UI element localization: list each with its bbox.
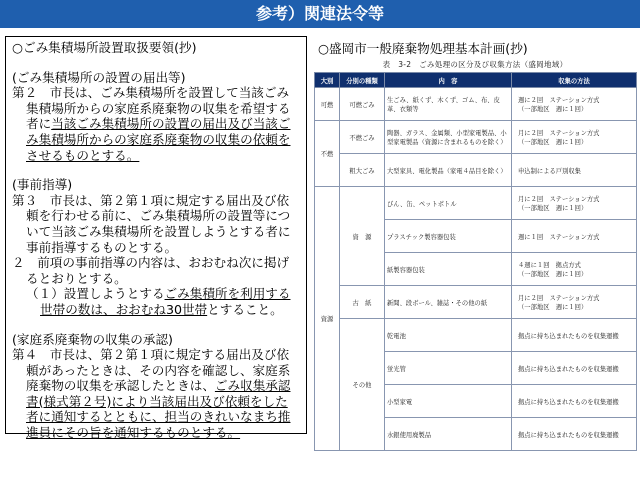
header-category: 大別	[315, 73, 340, 88]
type-cell: 可燃ごみ	[340, 88, 385, 121]
table-row	[315, 154, 637, 187]
method-cell	[512, 88, 637, 121]
item-1-underlined: ごみ集積所を利用する世帯の数は、おおむね30世帯	[40, 286, 291, 317]
method-line: ４週に１回 拠点方式	[518, 262, 581, 269]
content-cell: 乾電池	[385, 319, 512, 352]
method-line: （一部地区 週に１回）	[518, 139, 588, 146]
table-row	[315, 286, 637, 319]
type-cell: 古 紙	[340, 286, 385, 319]
waste-table-image	[314, 58, 636, 438]
method-line: 拠点に持ち込まれたものを収集運搬	[518, 365, 619, 373]
table-header-row	[315, 73, 637, 88]
group-cell: 可燃	[315, 88, 340, 121]
table-caption: 表 3-2 ごみ処理の区分及び収集方法（盛岡地域）	[382, 60, 568, 69]
table-row	[315, 187, 637, 220]
article-4	[12, 347, 300, 441]
item-1-suffix: とすること。	[207, 301, 283, 317]
waste-collection-table	[314, 72, 637, 451]
table-row	[315, 88, 637, 121]
table-row	[315, 319, 637, 352]
article-3-paragraph-2: ２ 前項の事前指導の内容は、おおむね次に掲げるとおりとする。	[12, 255, 290, 286]
method-cell	[512, 352, 637, 385]
section-heading-notification: (ごみ集積場所の設置の届出等)	[12, 69, 186, 85]
method-cell	[512, 253, 637, 286]
method-cell	[512, 220, 637, 253]
content-cell: 大型家具、電化製品（家電４品目を除く）	[385, 154, 512, 187]
method-line: 申込制による戸別収集	[518, 167, 581, 175]
page-banner: 参考）関連法令等	[0, 0, 640, 28]
content-cell: 陶器、ガラス、金属類、小型家電製品、小型家電製品（資源に含まれるものを除く）	[385, 121, 512, 154]
header-content: 内 容	[385, 73, 512, 88]
method-cell	[512, 385, 637, 418]
method-cell	[512, 154, 637, 187]
header-type: 分別の種類	[340, 73, 385, 88]
group-cell: 資源	[315, 187, 340, 451]
type-cell: 粗大ごみ	[340, 154, 385, 187]
section-heading-approval: (家庭系廃棄物の収集の承認)	[12, 331, 173, 347]
article-4-underlined: ごみ収集承認書(様式第２号)により当該届出及び依頼をした者に通知するとともに、担当のきれいなまち推進員にその旨を通知するものとする。	[26, 378, 291, 441]
type-cell: その他	[340, 319, 385, 451]
method-line: 拠点に持ち込まれたものを収集運搬	[518, 431, 619, 439]
content-cell: プラスチック製容器包装	[385, 220, 512, 253]
method-line: （一部地区 週に１回）	[518, 304, 588, 311]
method-line: 月に２回 ステーション方式	[518, 295, 600, 302]
method-line: （一部地区 週に１回）	[518, 271, 588, 278]
group-cell: 不燃	[315, 121, 340, 187]
method-line: （一部地区 週に１回）	[518, 106, 588, 113]
type-cell: 資 源	[340, 187, 385, 286]
content-cell: 水銀使用廃製品	[385, 418, 512, 451]
method-cell	[512, 187, 637, 220]
content-cell: 蛍光管	[385, 352, 512, 385]
article-2	[12, 85, 300, 163]
method-cell	[512, 418, 637, 451]
header-method: 収集の方法	[512, 73, 637, 88]
method-cell	[512, 121, 637, 154]
article-2-text: 第２ 市長は、ごみ集積場所を設置して当該ごみ集積場所からの家庭系廃棄物の収集を希望する者に	[12, 85, 291, 132]
method-line: （一部地区 週に１回）	[518, 205, 588, 212]
section-heading-guidance: (事前指導)	[12, 177, 73, 193]
method-cell	[512, 286, 637, 319]
method-line: 週に２回 ステーション方式	[518, 97, 600, 104]
method-cell	[512, 319, 637, 352]
content-cell: 新聞、段ボール、雑誌・その他の紙	[385, 286, 512, 319]
content-cell: びん、缶、ペットボトル	[385, 187, 512, 220]
regulation-title: ○ごみ集積場所設置取扱要領(抄)	[12, 40, 197, 55]
method-line: 月に２回 ステーション方式	[518, 196, 600, 203]
type-cell: 不燃ごみ	[340, 121, 385, 154]
method-line: 拠点に持ち込まれたものを収集運搬	[518, 332, 619, 340]
article-4-text: 第４ 市長は、第２第１項に規定する届出及び依頼があったときは、その内容を確認し、家庭系廃棄物の収集を承認したときは、	[12, 347, 291, 394]
method-line: 拠点に持ち込まれたものを収集運搬	[518, 398, 619, 406]
method-line: 週に１回 ステーション方式	[518, 233, 600, 241]
method-line: 月に２回 ステーション方式	[518, 130, 600, 137]
content-cell: 生ごみ、紙くず、木くず、ゴム、布、皮革、衣類等	[385, 88, 512, 121]
article-3-item-1	[12, 286, 300, 317]
content-cell: 小型家電	[385, 385, 512, 418]
article-2-underlined: 当該ごみ集積場所の設置の届出及び当該ごみ集積場所からの家庭系廃棄物の収集の依頼をさせるものとする。	[26, 116, 291, 163]
item-1-text: （１）設置しようとする	[26, 286, 165, 302]
table-row	[315, 121, 637, 154]
plan-title: ○盛岡市一般廃棄物処理基本計画(抄)	[318, 41, 528, 56]
content-cell: 紙製容器包装	[385, 253, 512, 286]
article-3: 第３ 市長は、第２第１項に規定する届出及び依頼を行わせる前に、ごみ集積場所の設置等について当該ごみ集積場所を設置しようとする者に事前指導するものとする。	[12, 192, 291, 255]
regulation-excerpt-box	[5, 36, 307, 441]
